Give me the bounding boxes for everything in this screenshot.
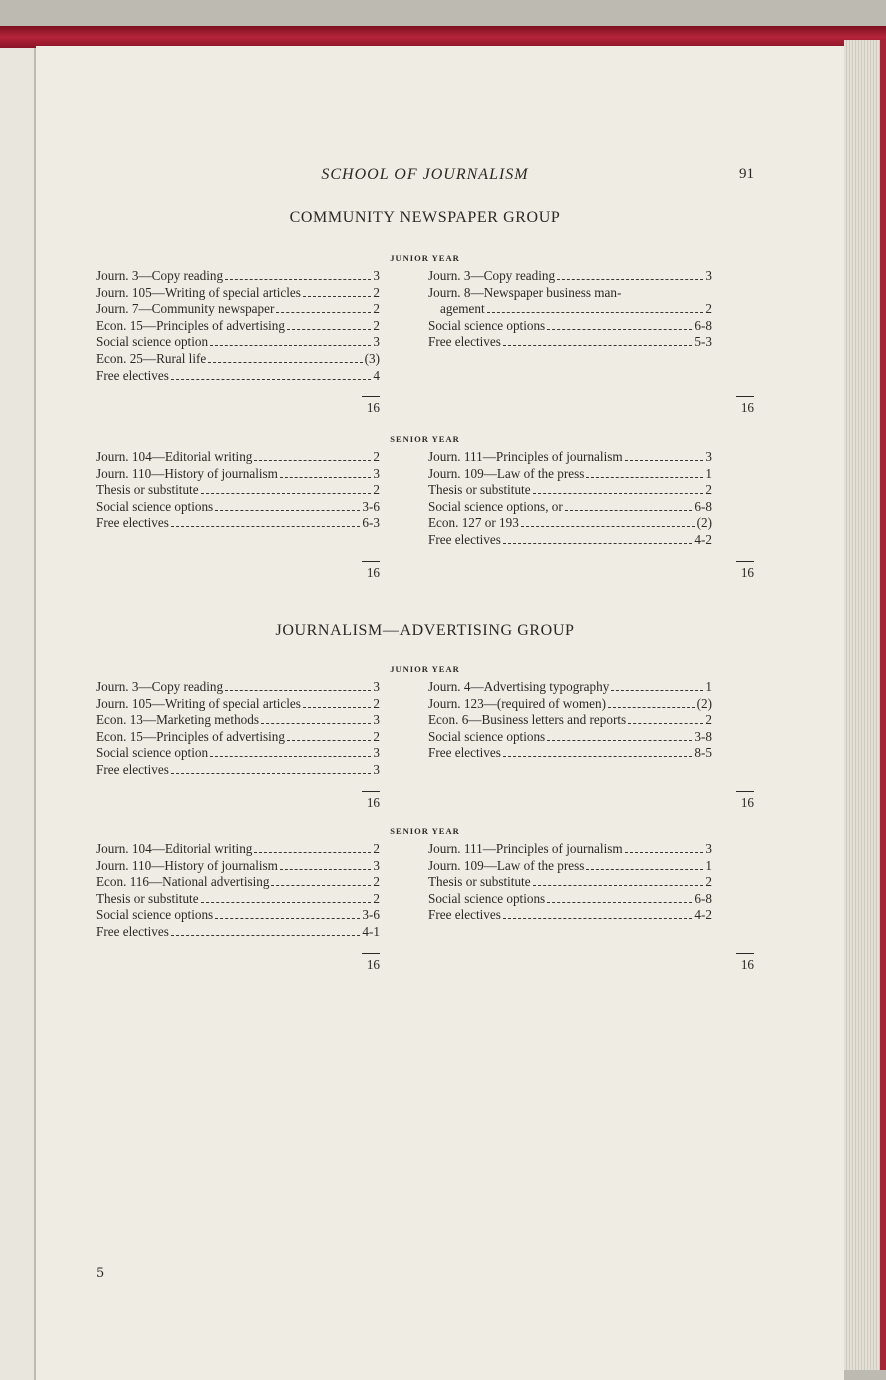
course-credits: (2) xyxy=(696,515,712,531)
credit-total: 16 xyxy=(740,794,754,810)
dot-leader xyxy=(565,510,693,511)
dot-leader xyxy=(521,526,695,527)
course-credits: 2 xyxy=(705,482,712,498)
course-row xyxy=(428,712,712,729)
course-name: Journ. 123—(required of women) xyxy=(428,695,606,711)
dot-leader xyxy=(225,690,371,691)
course-row xyxy=(428,532,712,549)
course-name: Thesis or substitute xyxy=(428,874,531,890)
dot-leader xyxy=(280,477,371,478)
course-credits: 3-6 xyxy=(362,498,380,514)
course-name: Journ. 105—Writing of special articles xyxy=(96,284,301,300)
course-credits: 2 xyxy=(373,317,380,333)
course-row xyxy=(96,499,380,516)
dot-leader xyxy=(533,493,704,494)
course-name: Free electives xyxy=(96,515,169,531)
course-name: Journ. 111—Principles of journalism xyxy=(428,841,623,856)
course-credits: 1 xyxy=(705,679,712,694)
dot-leader xyxy=(611,690,703,691)
course-credits: 2 xyxy=(373,449,380,464)
course-name: Journ. 104—Editorial writing xyxy=(96,841,253,856)
course-name: Econ. 15—Principles of advertising xyxy=(96,728,285,744)
dot-leader xyxy=(276,312,371,313)
course-credits: (3) xyxy=(364,350,380,366)
right-course-column xyxy=(428,841,712,924)
course-credits: 6-3 xyxy=(362,515,380,531)
course-name: Social science options xyxy=(428,728,546,744)
course-row xyxy=(96,729,380,746)
course-credits: 4-1 xyxy=(362,923,380,939)
course-credits: 3 xyxy=(373,679,380,694)
course-credits: 3-6 xyxy=(362,907,380,923)
course-row xyxy=(428,679,712,696)
total-rule xyxy=(362,791,380,792)
running-head xyxy=(96,166,754,188)
right-course-column xyxy=(428,449,712,549)
course-credits: 2 xyxy=(373,874,380,890)
course-name: Free electives xyxy=(428,907,501,923)
course-row xyxy=(96,482,380,499)
course-name: Journ. 105—Writing of special articles xyxy=(96,695,301,711)
group-title: JOURNALISM—ADVERTISING GROUP xyxy=(275,622,575,639)
course-row xyxy=(428,334,712,351)
dot-leader xyxy=(503,756,693,757)
course-row xyxy=(96,679,380,696)
dot-leader xyxy=(215,918,360,919)
dot-leader xyxy=(625,852,704,853)
course-row xyxy=(96,762,380,779)
course-credits: 2 xyxy=(373,695,380,711)
dot-leader xyxy=(225,279,371,280)
group-title: COMMUNITY NEWSPAPER GROUP xyxy=(289,209,561,226)
dot-leader xyxy=(547,902,692,903)
dot-leader xyxy=(287,740,371,741)
right-course-column xyxy=(428,268,712,351)
course-row xyxy=(428,858,712,875)
course-credits: 2 xyxy=(373,841,380,856)
credit-total: 16 xyxy=(740,956,754,972)
course-credits: 3 xyxy=(373,712,380,728)
dot-leader xyxy=(547,740,692,741)
credit-total: 16 xyxy=(366,956,380,972)
course-credits: 3-8 xyxy=(694,728,712,744)
course-row xyxy=(428,729,712,746)
credit-total: 16 xyxy=(740,400,754,416)
course-credits: 3 xyxy=(373,745,380,761)
year-label: JUNIOR YEAR xyxy=(390,664,460,674)
course-name: Journ. 110—History of journalism xyxy=(96,465,278,481)
course-row xyxy=(96,858,380,875)
left-course-column xyxy=(96,449,380,532)
total-rule xyxy=(736,561,754,562)
course-credits: 4-2 xyxy=(694,531,712,547)
course-row xyxy=(428,499,712,516)
course-name: Social science options xyxy=(96,907,214,923)
course-name: Free electives xyxy=(96,923,169,939)
page-number: 91 xyxy=(739,166,754,182)
course-row xyxy=(428,874,712,891)
course-row xyxy=(96,924,380,941)
course-name: Social science options, or xyxy=(428,498,563,514)
dot-leader xyxy=(303,296,371,297)
course-credits: 3 xyxy=(373,761,380,777)
course-row xyxy=(96,891,380,908)
course-credits: 2 xyxy=(373,890,380,906)
course-row xyxy=(96,351,380,368)
course-credits: 3 xyxy=(373,465,380,481)
course-name: Journ. 8—Newspaper business man- xyxy=(428,284,622,300)
course-name: Free electives xyxy=(96,761,169,777)
dot-leader xyxy=(201,493,372,494)
course-name: Thesis or substitute xyxy=(96,890,199,906)
course-name: Social science options xyxy=(428,890,546,906)
course-row xyxy=(96,449,380,466)
credit-total: 16 xyxy=(366,400,380,416)
course-row xyxy=(96,874,380,891)
course-name: Econ. 25—Rural life xyxy=(96,350,207,366)
total-rule xyxy=(736,791,754,792)
course-name: Journ. 7—Community newspaper xyxy=(96,301,275,317)
course-credits: 3 xyxy=(705,449,712,464)
left-course-column xyxy=(96,841,380,941)
dot-leader xyxy=(171,935,361,936)
dot-leader xyxy=(503,345,693,346)
course-credits: 2 xyxy=(373,482,380,498)
running-title: SCHOOL OF JOURNALISM xyxy=(321,166,529,183)
dot-leader xyxy=(254,852,371,853)
course-name: Econ. 13—Marketing methods xyxy=(96,712,259,728)
course-row xyxy=(96,268,380,285)
dot-leader xyxy=(215,510,360,511)
course-name: Social science option xyxy=(96,745,209,761)
course-name: Journ. 3—Copy reading xyxy=(96,268,224,283)
dot-leader xyxy=(271,885,371,886)
course-name: Econ. 127 or 193 xyxy=(428,515,519,531)
credit-total: 16 xyxy=(366,564,380,580)
course-name: Journ. 109—Law of the press xyxy=(428,465,585,481)
course-row xyxy=(96,712,380,729)
course-name: Journ. 111—Principles of journalism xyxy=(428,449,623,464)
course-name: Free electives xyxy=(428,334,501,350)
course-credits: 6-8 xyxy=(694,890,712,906)
dot-leader xyxy=(547,329,692,330)
dot-leader xyxy=(208,362,362,363)
course-row xyxy=(96,318,380,335)
course-row xyxy=(428,466,712,483)
course-row xyxy=(428,745,712,762)
course-row xyxy=(428,696,712,713)
course-row xyxy=(428,907,712,924)
course-row xyxy=(428,301,712,318)
dot-leader xyxy=(171,526,361,527)
facing-page-edge xyxy=(0,40,34,1380)
course-row xyxy=(96,285,380,302)
course-credits: 6-8 xyxy=(694,317,712,333)
course-credits: 1 xyxy=(705,857,712,873)
dot-leader xyxy=(280,869,371,870)
dot-leader xyxy=(503,918,693,919)
course-row xyxy=(96,466,380,483)
course-row xyxy=(428,318,712,335)
credit-total: 16 xyxy=(366,794,380,810)
course-row xyxy=(96,841,380,858)
dot-leader xyxy=(586,477,703,478)
course-credits: 2 xyxy=(705,301,712,317)
course-row xyxy=(96,515,380,532)
year-label: JUNIOR YEAR xyxy=(390,253,460,263)
dot-leader xyxy=(254,460,371,461)
dot-leader xyxy=(608,707,695,708)
course-row xyxy=(96,907,380,924)
dot-leader xyxy=(628,723,703,724)
course-credits: 2 xyxy=(705,874,712,890)
course-credits: 3 xyxy=(373,268,380,283)
course-row xyxy=(428,482,712,499)
book-binding xyxy=(0,26,886,48)
course-name: Journ. 3—Copy reading xyxy=(96,679,224,694)
course-name: Thesis or substitute xyxy=(96,482,199,498)
course-credits: 5-3 xyxy=(694,334,712,350)
dot-leader xyxy=(503,543,693,544)
course-name: Free electives xyxy=(428,531,501,547)
left-course-column xyxy=(96,679,380,779)
course-name: Journ. 110—History of journalism xyxy=(96,857,278,873)
dot-leader xyxy=(586,869,703,870)
course-row xyxy=(96,368,380,385)
total-rule xyxy=(362,953,380,954)
course-credits: 3 xyxy=(705,841,712,856)
total-rule xyxy=(736,953,754,954)
dot-leader xyxy=(261,723,371,724)
course-row xyxy=(428,268,712,285)
left-course-column xyxy=(96,268,380,384)
course-credits: 6-8 xyxy=(694,498,712,514)
course-name: Social science option xyxy=(96,334,209,350)
course-row xyxy=(428,515,712,532)
total-rule xyxy=(736,396,754,397)
course-name: Journ. 4—Advertising typography xyxy=(428,679,610,694)
dot-leader xyxy=(171,379,372,380)
total-rule xyxy=(362,561,380,562)
dot-leader xyxy=(210,756,371,757)
course-row xyxy=(428,285,712,302)
dot-leader xyxy=(533,885,704,886)
dot-leader xyxy=(210,345,371,346)
course-name: Journ. 3—Copy reading xyxy=(428,268,556,283)
course-credits: 8-5 xyxy=(694,745,712,761)
dot-leader xyxy=(171,773,372,774)
dot-leader xyxy=(557,279,703,280)
year-label: SENIOR YEAR xyxy=(390,826,460,836)
course-name: Social science options xyxy=(428,317,546,333)
course-name: Free electives xyxy=(96,367,169,383)
course-name: Journ. 104—Editorial writing xyxy=(96,449,253,464)
course-credits: 3 xyxy=(373,857,380,873)
course-name: Econ. 6—Business letters and reports xyxy=(428,712,627,728)
course-name: agement xyxy=(440,301,485,317)
course-name: Thesis or substitute xyxy=(428,482,531,498)
dot-leader xyxy=(287,329,371,330)
credit-total: 16 xyxy=(740,564,754,580)
course-row xyxy=(96,696,380,713)
course-name: Social science options xyxy=(96,498,214,514)
course-row xyxy=(428,891,712,908)
course-name: Econ. 116—National advertising xyxy=(96,874,270,890)
course-credits: 4 xyxy=(373,367,380,383)
course-row xyxy=(96,301,380,318)
course-name: Free electives xyxy=(428,745,501,761)
page-stack-red-edge xyxy=(880,40,886,1370)
dot-leader xyxy=(487,312,704,313)
course-name: Econ. 15—Principles of advertising xyxy=(96,317,285,333)
course-credits: 4-2 xyxy=(694,907,712,923)
course-credits: 2 xyxy=(373,301,380,317)
course-row xyxy=(96,334,380,351)
course-credits: 2 xyxy=(373,284,380,300)
course-credits: 3 xyxy=(705,268,712,283)
course-credits: 2 xyxy=(373,728,380,744)
course-row xyxy=(428,449,712,466)
dot-leader xyxy=(625,460,704,461)
course-credits: 1 xyxy=(705,465,712,481)
course-credits: 2 xyxy=(705,712,712,728)
year-label: SENIOR YEAR xyxy=(390,434,460,444)
course-row xyxy=(428,841,712,858)
dot-leader xyxy=(201,902,372,903)
footer-signature-number: 5 xyxy=(96,1266,105,1281)
right-course-column xyxy=(428,679,712,762)
course-row xyxy=(96,745,380,762)
course-credits: 3 xyxy=(373,334,380,350)
total-rule xyxy=(362,396,380,397)
course-name: Journ. 109—Law of the press xyxy=(428,857,585,873)
book-page xyxy=(36,46,844,1380)
course-credits: (2) xyxy=(696,695,712,711)
dot-leader xyxy=(303,707,371,708)
